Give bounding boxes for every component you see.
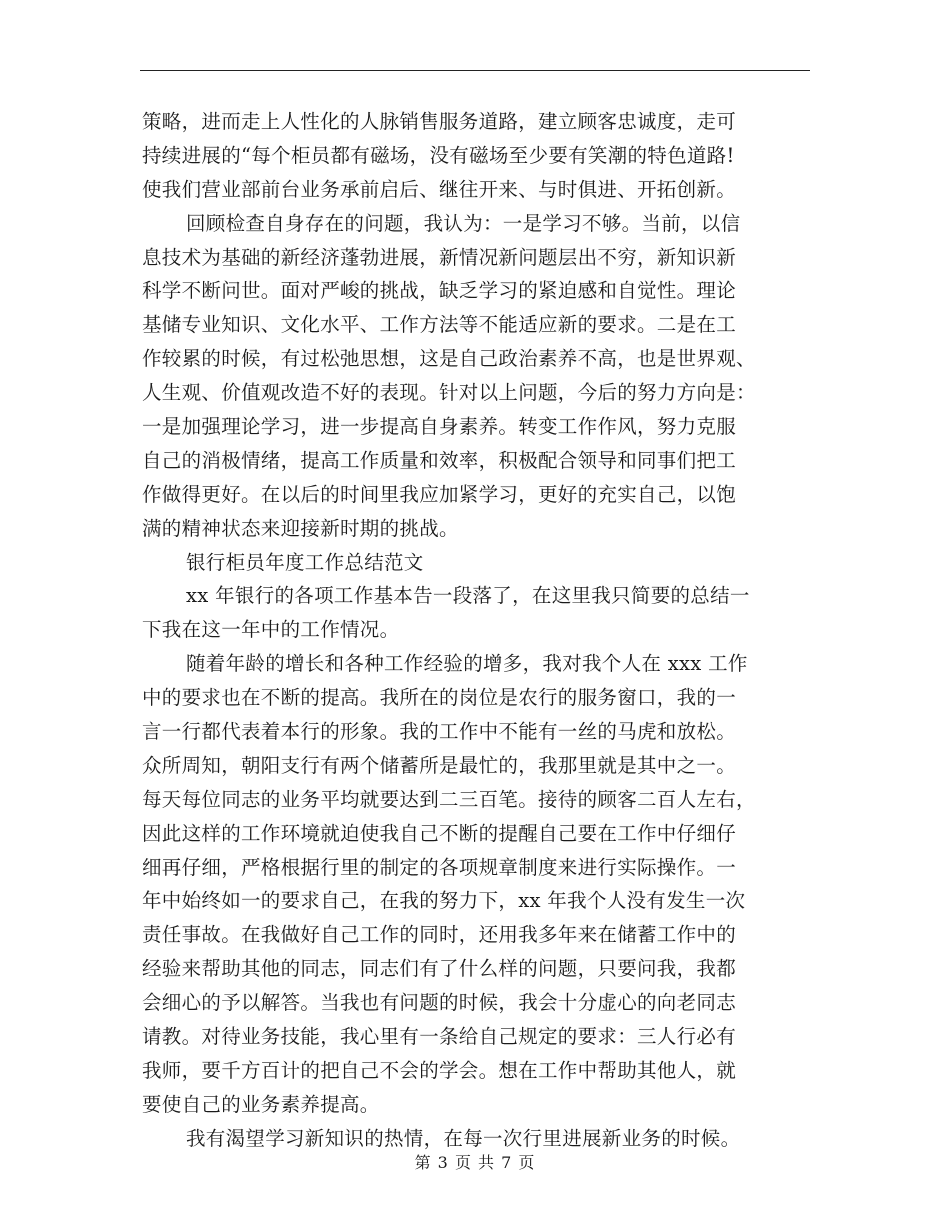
text-line: 人生观、价值观改造不好的表现。针对以上问题，今后的努力方向是： bbox=[142, 381, 756, 405]
text-line: 年中始终如一的要求自己，在我的努力下，xx 年我个人没有发生一次 bbox=[142, 889, 746, 913]
paragraph-start-line: 我有渴望学习新知识的热情，在每一次行里进展新业务的时候。 bbox=[186, 1126, 741, 1150]
text-line: 作做得更好。在以后的时间里我应加紧学习，更好的充实自己，以饱 bbox=[142, 482, 737, 506]
text-line: 言一行都代表着本行的形象。我的工作中不能有一丝的马虎和放松。 bbox=[142, 720, 737, 744]
text-line: 策略，进而走上人性化的人脉销售服务道路，建立顾客忠诚度，走可 bbox=[142, 110, 737, 133]
text-line: 基储专业知识、文化水平、工作方法等不能适应新的要求。二是在工 bbox=[142, 313, 737, 337]
text-line: 息技术为基础的新经济蓬勃进展，新情况新问题层出不穷，新知识新 bbox=[142, 245, 737, 269]
text-line: 每天每位同志的业务平均就要达到二三百笔。接待的顾客二百人左右， bbox=[142, 787, 756, 811]
text-line: 下我在这一年中的工作情况。 bbox=[142, 618, 400, 642]
text-line: 因此这样的工作环境就迫使我自己不断的提醒自己要在工作中仔细仔 bbox=[142, 821, 737, 845]
header-rule bbox=[140, 70, 810, 71]
text-line: 作较累的时候，有过松弛思想，这是自己政治素养不高，也是世界观、 bbox=[142, 347, 756, 371]
text-line: 会细心的予以解答。当我也有问题的时候，我会十分虚心的向老同志 bbox=[142, 991, 737, 1015]
document-body bbox=[142, 105, 812, 1156]
text-line: 自己的消极情绪，提高工作质量和效率，积极配合领导和同事们把工 bbox=[142, 448, 737, 472]
text-line: 中的要求也在不断的提高。我所在的岗位是农行的服务窗口，我的一 bbox=[142, 686, 737, 710]
paragraph-start-line: 随着年龄的增长和各种工作经验的增多，我对我个人在 xxx 工作 bbox=[186, 652, 748, 676]
text-line: 经验来帮助其他的同志，同志们有了什么样的问题，只要问我，我都 bbox=[142, 957, 737, 981]
text-line: 科学不断问世。面对严峻的挑战，缺乏学习的紧迫感和自觉性。理论 bbox=[142, 279, 737, 303]
text-line: 一是加强理论学习，进一步提高自身素养。转变工作作风，努力克服 bbox=[142, 415, 737, 439]
text-line: 细再仔细，严格根据行里的制定的各项规章制度来进行实际操作。一 bbox=[142, 855, 737, 879]
text-line: 使我们营业部前台业务承前启后、继往开来、与时俱进、开拓创新。 bbox=[142, 177, 737, 201]
text-line: 责任事故。在我做好自己工作的同时，还用我多年来在储蓄工作中的 bbox=[142, 923, 737, 947]
text-line: 要使自己的业务素养提高。 bbox=[142, 1092, 380, 1116]
text-line: 满的精神状态来迎接新时期的挑战。 bbox=[142, 516, 459, 540]
page-number: 第 3 页 共 7 页 bbox=[414, 1153, 536, 1172]
text-line: 请教。对待业务技能，我心里有一条给自己规定的要求：三人行必有 bbox=[142, 1025, 737, 1049]
section-title: 银行柜员年度工作总结范文 bbox=[186, 550, 424, 574]
text-line: 众所周知，朝阳支行有两个储蓄所是最忙的，我那里就是其中之一。 bbox=[142, 753, 737, 777]
text-line: 持续进展的“每个柜员都有磁场，没有磁场至少要有笑潮的特色道路! bbox=[142, 143, 735, 167]
paragraph-start-line: 回顾检查自身存在的问题，我认为：一是学习不够。当前，以信 bbox=[186, 211, 741, 235]
paragraph-start-line: xx 年银行的各项工作基本告一段落了，在这里我只简要的总结一 bbox=[186, 584, 750, 608]
text-line: 我师，要千方百计的把自己不会的学会。想在工作中帮助其他人，就 bbox=[142, 1058, 737, 1082]
